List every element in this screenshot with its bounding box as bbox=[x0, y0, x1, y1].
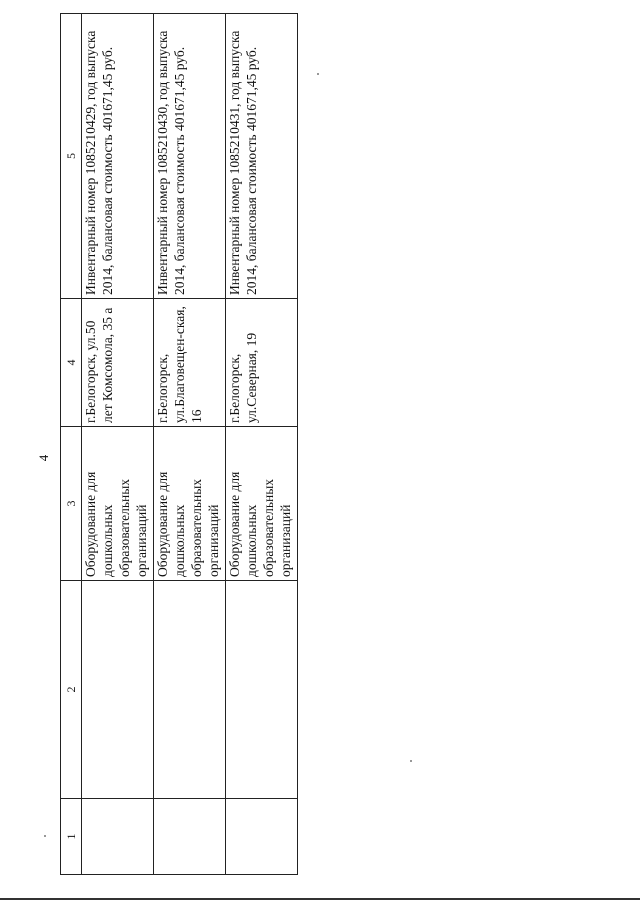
scan-speck bbox=[410, 760, 412, 762]
cell-details: Инвентарный номер 1085210430, год выпуска 2014, балансовая стоимость 401671,45 руб. bbox=[154, 14, 226, 299]
header-col-4: 4 bbox=[61, 299, 82, 427]
scan-speck bbox=[317, 73, 319, 75]
cell-description: Оборудование для дошкольных образовательных организаций bbox=[154, 427, 226, 581]
table-row bbox=[154, 14, 226, 875]
table-row bbox=[226, 14, 298, 875]
cell-details: Инвентарный номер 1085210431, год выпуска 2014, балансовая стоимость 401671,45 руб. bbox=[226, 14, 298, 299]
page-bottom-edge bbox=[0, 898, 640, 900]
cell-name bbox=[82, 581, 154, 799]
cell-name bbox=[154, 581, 226, 799]
table-row bbox=[82, 14, 154, 875]
header-col-3: 3 bbox=[61, 427, 82, 581]
property-table bbox=[60, 13, 298, 875]
header-row bbox=[61, 14, 82, 875]
header-col-5: 5 bbox=[61, 14, 82, 299]
cell-description: Оборудование для дошкольных образовательных организаций bbox=[226, 427, 298, 581]
cell-number bbox=[154, 799, 226, 875]
header-col-2: 2 bbox=[61, 581, 82, 799]
cell-address: г.Белогорск, ул.Северная, 19 bbox=[226, 299, 298, 427]
cell-number bbox=[226, 799, 298, 875]
cell-address: г.Белогорск, ул.Благовещен-ская, 16 bbox=[154, 299, 226, 427]
cell-details: Инвентарный номер 1085210429, год выпуска 2014, балансовая стоимость 401671,45 руб. bbox=[82, 14, 154, 299]
cell-address: г.Белогорск, ул.50 лет Комсомола, 35 а bbox=[82, 299, 154, 427]
cell-number bbox=[82, 799, 154, 875]
header-col-1: 1 bbox=[61, 799, 82, 875]
page-number: 4 bbox=[36, 454, 51, 462]
cell-name bbox=[226, 581, 298, 799]
cell-description: Оборудование для дошкольных образовательных организаций bbox=[82, 427, 154, 581]
scan-speck bbox=[44, 835, 46, 837]
